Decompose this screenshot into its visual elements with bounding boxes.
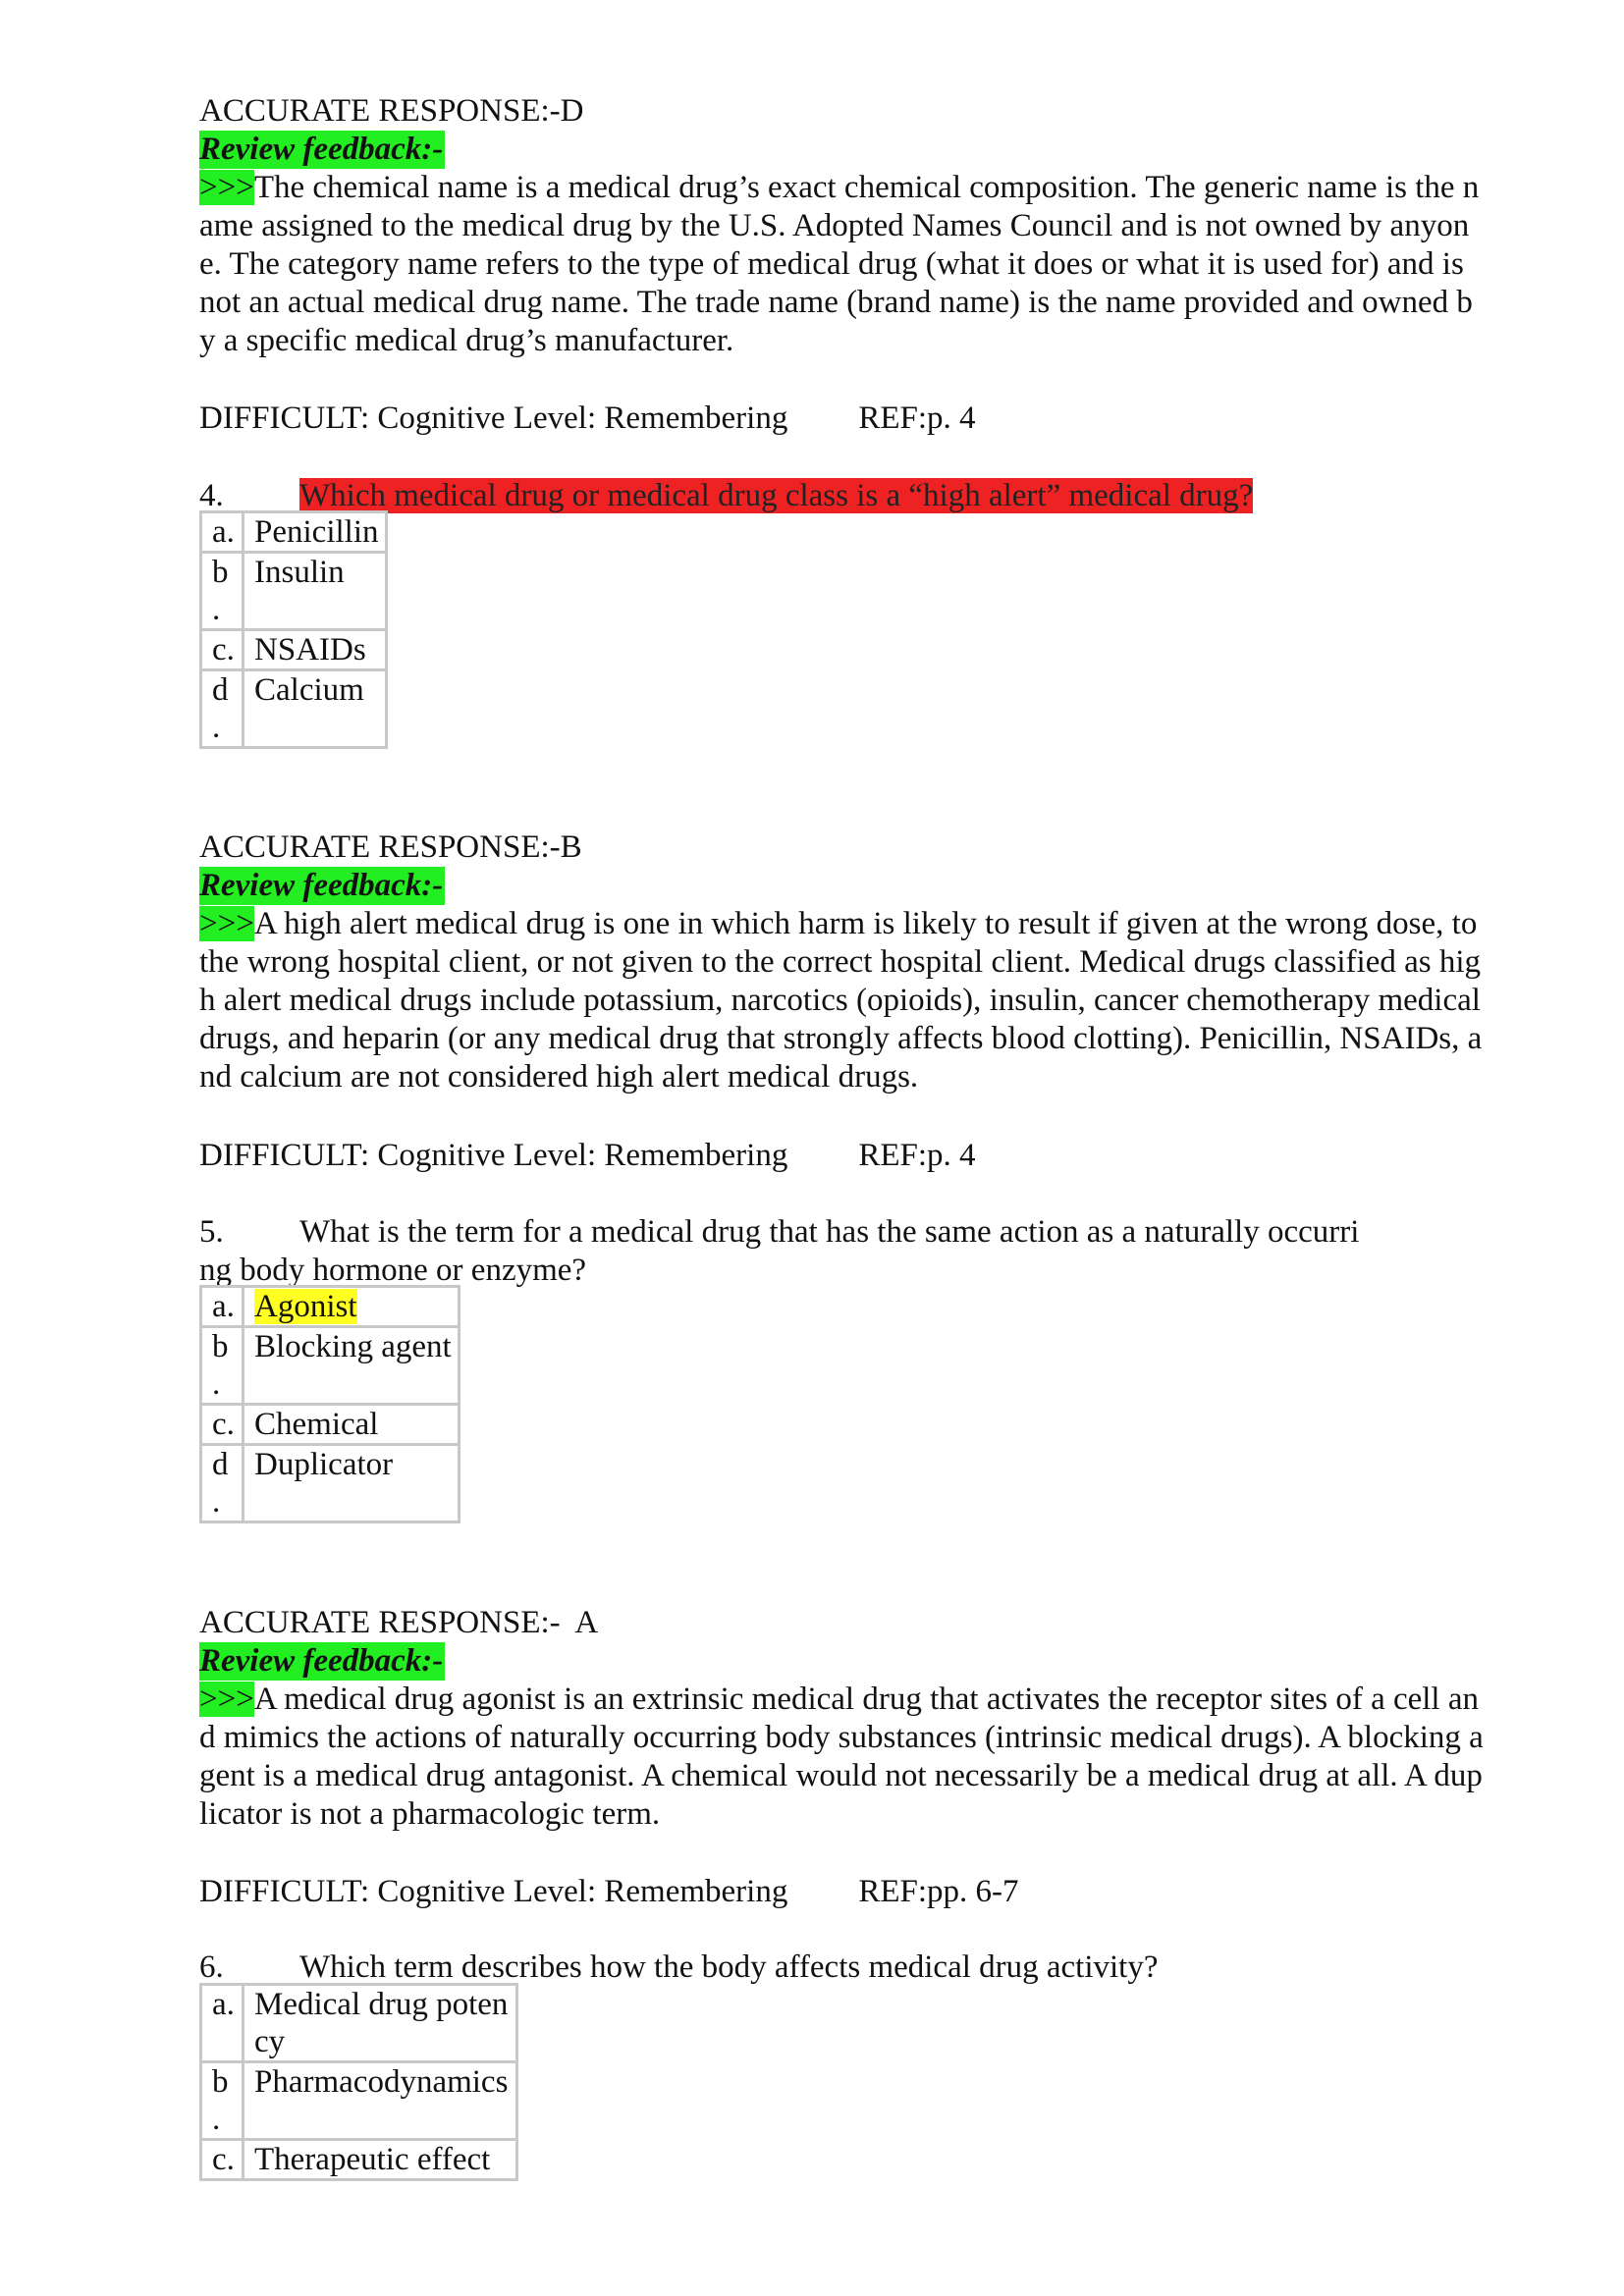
- option-text: Therapeutic effect: [244, 2140, 517, 2180]
- q5-feedback-block: [199, 1604, 1486, 1834]
- difficulty-line: [199, 400, 1486, 438]
- option-text: NSAIDs: [244, 630, 387, 670]
- ref-label: REF:pp. 6-7: [858, 1874, 1019, 1909]
- option-letter: c.: [201, 630, 244, 670]
- ref-label: REF:p. 4: [858, 400, 976, 436]
- feedback-body: A medical drug agonist is an extrinsic medical drug that activates the receptor sites of a cell and mimics the actions of naturally occurring body substances (intrinsic medical drugs). A blocking agent is a medical drug antagonist. A chemical would not necessarily be a medical drug at all. A duplicator is not a pharmacologic term.: [199, 1682, 1484, 1832]
- option-text: Chemical: [244, 1405, 460, 1445]
- feedback-text: [199, 169, 1486, 360]
- option-text: Pharmacodynamics: [244, 2062, 517, 2140]
- accurate-response: ACCURATE RESPONSE:-B: [199, 829, 582, 865]
- option-row[interactable]: [201, 2140, 517, 2180]
- difficulty-line: [199, 1873, 1486, 1911]
- option-row[interactable]: [201, 1445, 460, 1522]
- arrows-marker: >>>: [199, 170, 254, 205]
- option-row[interactable]: [201, 1287, 460, 1327]
- option-letter: d .: [201, 670, 244, 748]
- prev-feedback-block: [199, 92, 1486, 360]
- option-row[interactable]: [201, 670, 387, 748]
- option-row[interactable]: [201, 553, 387, 630]
- option-letter: b .: [201, 1327, 244, 1405]
- question-number: 4.: [199, 478, 224, 513]
- option-row[interactable]: [201, 2062, 517, 2140]
- option-letter: b .: [201, 2062, 244, 2140]
- review-feedback-label: Review feedback:-: [199, 868, 444, 903]
- option-text: [244, 1287, 460, 1327]
- arrows-marker: >>>: [199, 1682, 254, 1717]
- option-row[interactable]: [201, 1327, 460, 1405]
- accurate-response: ACCURATE RESPONSE:- A: [199, 1605, 599, 1640]
- ref-label: REF:p. 4: [858, 1138, 976, 1173]
- difficulty-label: DIFFICULT: Cognitive Level: Remembering: [199, 1138, 788, 1173]
- option-letter: c.: [201, 1405, 244, 1445]
- review-feedback-label: Review feedback:-: [199, 1643, 444, 1679]
- difficulty-label: DIFFICULT: Cognitive Level: Remembering: [199, 400, 788, 436]
- review-feedback-label: Review feedback:-: [199, 132, 444, 167]
- option-letter: a.: [201, 512, 244, 553]
- feedback-body: A high alert medical drug is one in which harm is likely to result if given at the wrong dose, to the wrong hospital client, or not given to the correct hospital client. Medical drugs classified as high alert medical drugs include potassium, narcotics (opioids), insulin, cancer chemotherapy medical drugs, and heparin (or any medical drug that strongly affects blood clotting). Penicillin, NSAIDs, and calcium are not considered high alert medical drugs.: [199, 906, 1483, 1095]
- option-text: Calcium: [244, 670, 387, 748]
- feedback-text: [199, 905, 1486, 1096]
- option-letter: d .: [201, 1445, 244, 1522]
- feedback-body: The chemical name is a medical drug’s exact chemical composition. The generic name is the name assigned to the medical drug by the U.S. Adopted Names Council and is not owned by anyone. The category name refers to the type of medical drug (what it does or what it is used for) and is not an actual medical drug name. The trade name (brand name) is the name provided and owned by a specific medical drug’s manufacturer.: [199, 170, 1480, 358]
- arrows-marker: >>>: [199, 906, 254, 941]
- options-table-q5: [199, 1285, 460, 1523]
- options-table-q4: [199, 510, 388, 749]
- difficulty-line: [199, 1137, 1486, 1175]
- difficulty-label: DIFFICULT: Cognitive Level: Remembering: [199, 1874, 788, 1909]
- option-row[interactable]: [201, 512, 387, 553]
- question-text: What is the term for a medical drug that has the same action as a naturally occurring body hormone or enzyme?: [199, 1214, 1360, 1288]
- feedback-text: [199, 1681, 1486, 1834]
- option-letter: a.: [201, 1287, 244, 1327]
- option-text: Duplicator: [244, 1445, 460, 1522]
- question-text: Which term describes how the body affects medical drug activity?: [299, 1949, 1159, 1985]
- question-number: 5.: [199, 1214, 224, 1250]
- correct-answer-highlight: Agonist: [254, 1289, 357, 1324]
- option-letter: b .: [201, 553, 244, 630]
- accurate-response: ACCURATE RESPONSE:-D: [199, 93, 584, 129]
- option-row[interactable]: [201, 1985, 517, 2062]
- option-text: Medical drug potency: [244, 1985, 517, 2062]
- option-text: Blocking agent: [244, 1327, 460, 1405]
- question-number: 6.: [199, 1949, 224, 1985]
- option-letter: c.: [201, 2140, 244, 2180]
- option-text: Insulin: [244, 553, 387, 630]
- question-6: [199, 1949, 1378, 1987]
- option-letter: a.: [201, 1985, 244, 2062]
- option-row[interactable]: [201, 1405, 460, 1445]
- question-text: Which medical drug or medical drug class is a “high alert” medical drug?: [299, 478, 1254, 513]
- option-text: Penicillin: [244, 512, 387, 553]
- option-row[interactable]: [201, 630, 387, 670]
- question-5: [199, 1213, 1368, 1290]
- q4-feedback-block: [199, 828, 1486, 1096]
- options-table-q6: [199, 1983, 518, 2181]
